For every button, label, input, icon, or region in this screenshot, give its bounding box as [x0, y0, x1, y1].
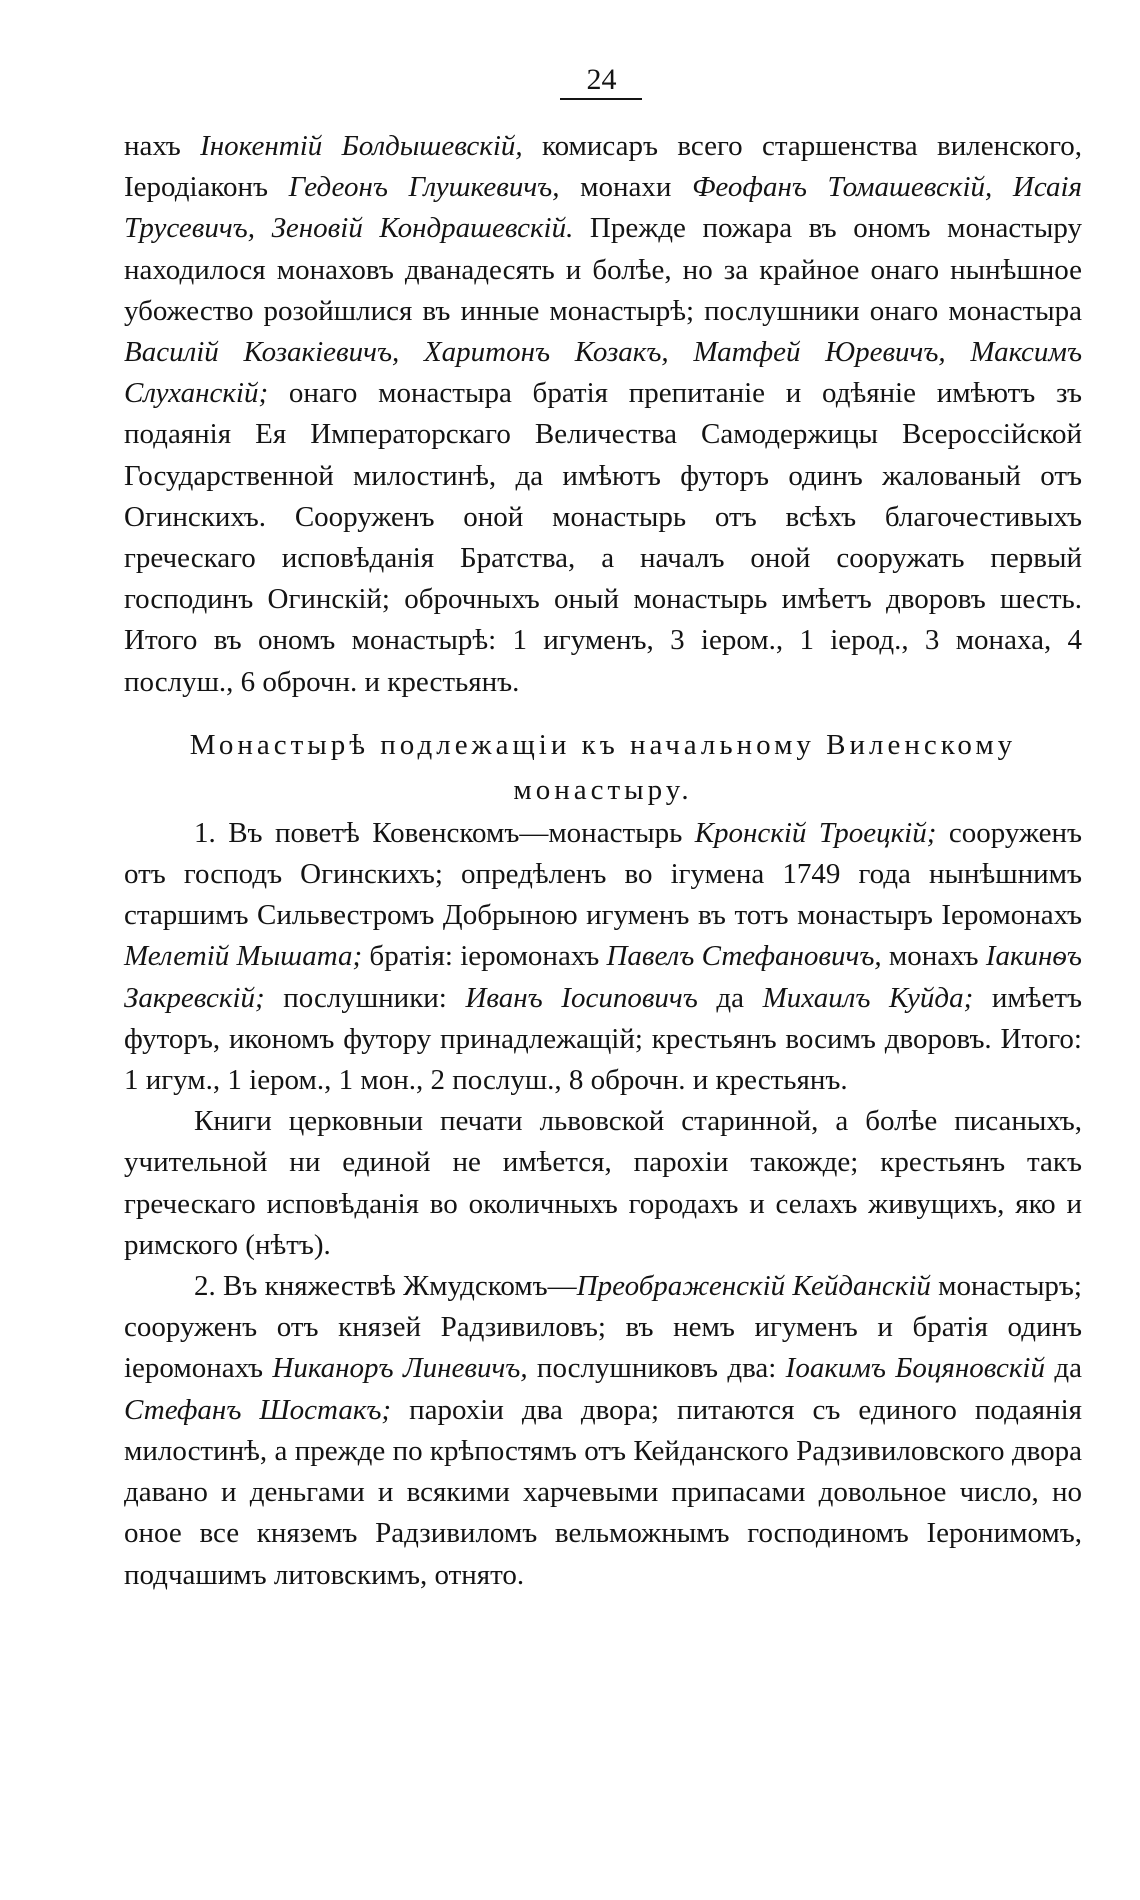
italic-name: Стефанъ Шостакъ; [124, 1393, 392, 1426]
text-run: Книги церковныи печати львовской старинной, а болѣе писаныхъ, учительной ни единой не имѣется, парохіи такожде; крестьянъ такъ греческаго исповѣданія во околичныхъ городахъ и селахъ живущихъ, яко и римского (нѣтъ). [124, 1105, 1082, 1261]
text-run: 1. Въ поветѣ Ковенскомъ—монастырь [194, 816, 695, 849]
text-run: братія: іеромонахъ [362, 940, 607, 973]
italic-name: Іоакимъ Боцяновскій [785, 1352, 1045, 1385]
text-run: послушниковъ два: [527, 1352, 786, 1385]
italic-name: Василій Козакіевичъ, Харитонъ Козакъ, Матфей Юревичъ, Максимъ Слуханскій; [124, 336, 1082, 410]
text-run: монахи [559, 171, 693, 204]
body-text [124, 126, 1082, 1596]
italic-name: Никаноръ Линевичъ, [272, 1352, 528, 1385]
italic-name: Іакинѳъ Закревскій; [124, 940, 1082, 1014]
paragraph-1 [124, 813, 1082, 1101]
text-run: монастыръ; сооруженъ отъ князей Радзивиловъ; въ немъ игуменъ и братія одинъ іеромонахъ [124, 1270, 1082, 1385]
text-run: послушники: [264, 981, 466, 1014]
text-run: сооруженъ отъ господъ Огинскихъ; опредѣленъ во ігумена 1749 года нынѣшнимъ старшимъ Сильвестромъ Добрыною игуменъ въ тотъ монастыръ Іеромонахъ [124, 816, 1082, 932]
italic-name: Мелетій Мышата; [124, 940, 363, 973]
text-run: комисаръ всего старшенства виленского, Іеродіаконъ [124, 130, 1082, 204]
paragraph-3 [124, 1266, 1082, 1596]
section-heading: Монастырѣ подлежащіи къ начальному Виленскому монастыру. [189, 728, 1017, 806]
italic-name: Михаилъ Куйда; [762, 981, 974, 1014]
text-run: 2. Въ княжествѣ Жмудскомъ— [194, 1270, 577, 1303]
text-run: нахъ [124, 130, 201, 162]
italic-name: Феофанъ Томашевскій, Исаія Трусевичъ, Зеновій Кондрашевскій. [124, 171, 1083, 245]
italic-name: Інокентій Болдышевскій, [200, 130, 523, 162]
italic-name: Преображенскій Кейданскій [576, 1270, 931, 1303]
paragraph-2 [124, 1101, 1082, 1266]
italic-name: Гедеонъ Глушкевичъ, [288, 171, 560, 204]
italic-name: Кронскій Троецкій; [694, 816, 937, 849]
text-run: онаго монастыра братія препитаніе и одѣяніе имѣютъ зъ подаянія Ея Императорскаго Величества Самодержицы Всероссійской Государственной милостинѣ, да имѣютъ футоръ одинъ жалованый отъ Огинскихъ. Сооруженъ оной монастырь отъ всѣхъ благочестивыхъ греческаго исповѣданія Братства, а началъ оной сооружать первый господинъ Огинскій; оброчныхъ оный монастырь имѣетъ дворовъ шесть. Итого въ ономъ монастырѣ: 1 игуменъ, 3 іером., 1 іерод., 3 монаха, 4 послуш., 6 оброчн. и крестьянъ. [124, 377, 1082, 698]
text-run: монахъ [881, 940, 986, 973]
text-run: да [697, 981, 763, 1014]
text-run: имѣетъ футоръ, икономъ футору принадлежащій; крестьянъ восимъ дворовъ. Итого: 1 игум., 1 іером., 1 мон., 2 послуш., 8 оброчн. и крестьянъ. [124, 981, 1082, 1097]
page-number-rule [560, 98, 642, 100]
text-run: парохіи два двора; питаются съ единого подаянія милостинѣ, а прежде по крѣпостямъ отъ Кейданского Радзивиловского двора давано и деньгами и всякими харчевыми припасами довольное число, но оное все княземъ Радзивиломъ вельможнымъ господиномъ Іеронимомъ, подчашимъ литовскимъ, отнято. [124, 1393, 1082, 1591]
text-run: Прежде пожара въ ономъ монастыру находилося монаховъ дванадесять и болѣе, но за крайное онаго нынѣшное убожество розойшлися въ инные монастырѣ; послушники онаго монастыра [124, 212, 1082, 327]
page-number: 24 [586, 63, 617, 96]
text-run: да [1044, 1352, 1082, 1385]
italic-name: Павелъ Стефановичъ, [606, 940, 882, 973]
intro-paragraph [124, 126, 1082, 703]
italic-name: Иванъ Іосиповичъ [465, 981, 698, 1014]
